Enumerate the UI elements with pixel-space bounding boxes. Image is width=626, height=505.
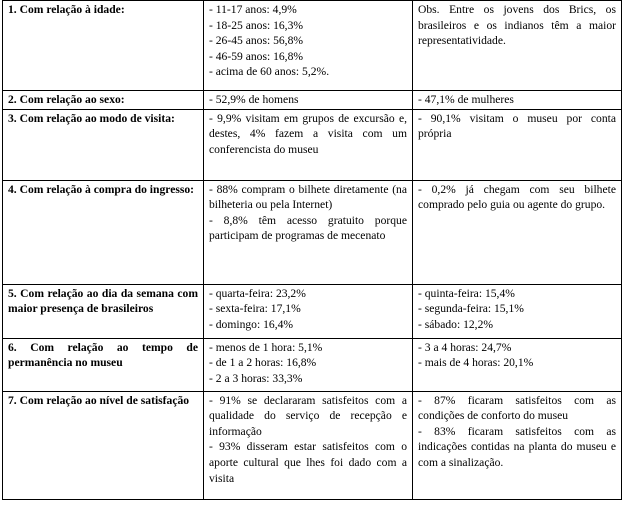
- list-item: - 0,2% já chegam com seu bilhete comprado pelo guia ou agente do grupo.: [418, 182, 616, 212]
- ticket-guide: [413, 180, 622, 284]
- list-item: - 83% ficaram satisfeitos com as indicações contidas na planta do museu e com a sinalização.: [418, 424, 616, 469]
- note-text: Obs. Entre os jovens dos Brics, os brasileiros e os indianos têm a maior representatividade.: [418, 3, 616, 48]
- row-label: 6. Com relação ao tempo de permanência no museu: [3, 338, 204, 391]
- satisfaction-a: [204, 391, 413, 499]
- sex-men: [204, 91, 413, 110]
- weekday-b: [413, 284, 622, 338]
- list-item: - 47,1% de mulheres: [418, 93, 514, 106]
- age-note: [413, 1, 622, 91]
- table-row-visit-mode: [3, 109, 622, 180]
- table-row-age: [3, 1, 622, 91]
- table-row-weekday: [3, 284, 622, 338]
- table-row-duration: [3, 338, 622, 391]
- row-label: 1. Com relação à idade:: [3, 1, 204, 91]
- row-label: 5. Com relação ao dia da semana com maior presença de brasileiros: [3, 284, 204, 338]
- list-item: - 52,9% de homens: [209, 93, 299, 106]
- weekday-a: [204, 284, 413, 338]
- list-item: - de 1 a 2 horas: 16,8%: [209, 356, 317, 370]
- row-label: 2. Com relação ao sexo:: [3, 91, 204, 110]
- list-item: - mais de 4 horas: 20,1%: [418, 356, 534, 370]
- list-item: - quinta-feira: 15,4%: [418, 286, 515, 300]
- list-item: - 8,8% têm acesso gratuito porque participam de programas de mecenato: [209, 213, 407, 243]
- list-item: - 11-17 anos: 4,9%: [209, 3, 297, 16]
- list-item: - menos de 1 hora: 5,1%: [209, 340, 323, 354]
- satisfaction-b: [413, 391, 622, 499]
- list-item: - 88% compram o bilhete diretamente (na bilheteria ou pela Internet): [209, 182, 407, 212]
- list-item: - 2 a 3 horas: 33,3%: [209, 371, 303, 385]
- visit-own: [413, 109, 622, 180]
- list-item: - 87% ficaram satisfeitos com as condições de conforto do museu: [418, 393, 616, 423]
- table-row-satisfaction: [3, 391, 622, 499]
- list-item: - 18-25 anos: 16,3%: [209, 18, 304, 32]
- list-item: - 26-45 anos: 56,8%: [209, 34, 304, 48]
- list-item: - 90,1% visitam o museu por conta própria: [418, 111, 616, 141]
- table-row-sex: [3, 91, 622, 110]
- visit-groups: [204, 109, 413, 180]
- list-item: - segunda-feira: 15,1%: [418, 302, 524, 316]
- list-item: - acima de 60 anos: 5,2%.: [209, 65, 330, 79]
- list-item: - quarta-feira: 23,2%: [209, 286, 306, 300]
- list-item: - domingo: 16,4%: [209, 317, 294, 331]
- duration-b: [413, 338, 622, 391]
- list-item: - sábado: 12,2%: [418, 317, 494, 331]
- age-values: [204, 1, 413, 91]
- list-item: - 3 a 4 horas: 24,7%: [418, 340, 512, 354]
- survey-table: [2, 0, 622, 500]
- list-item: - 46-59 anos: 16,8%: [209, 49, 304, 63]
- table-row-ticket: [3, 180, 622, 284]
- duration-a: [204, 338, 413, 391]
- sex-women: [413, 91, 622, 110]
- list-item: - sexta-feira: 17,1%: [209, 302, 301, 316]
- row-label: 3. Com relação ao modo de visita:: [3, 109, 204, 180]
- list-item: - 91% se declararam satisfeitos com a qualidade do serviço de recepção e informação: [209, 393, 407, 438]
- ticket-direct: [204, 180, 413, 284]
- row-label: 4. Com relação à compra do ingresso:: [3, 180, 204, 284]
- row-label: 7. Com relação ao nível de satisfação: [3, 391, 204, 499]
- list-item: - 9,9% visitam em grupos de excursão e, destes, 4% fazem a visita com um conferencista do museu: [209, 111, 407, 156]
- list-item: - 93% disseram estar satisfeitos com o aporte cultural que lhes foi dado com a visita: [209, 440, 407, 485]
